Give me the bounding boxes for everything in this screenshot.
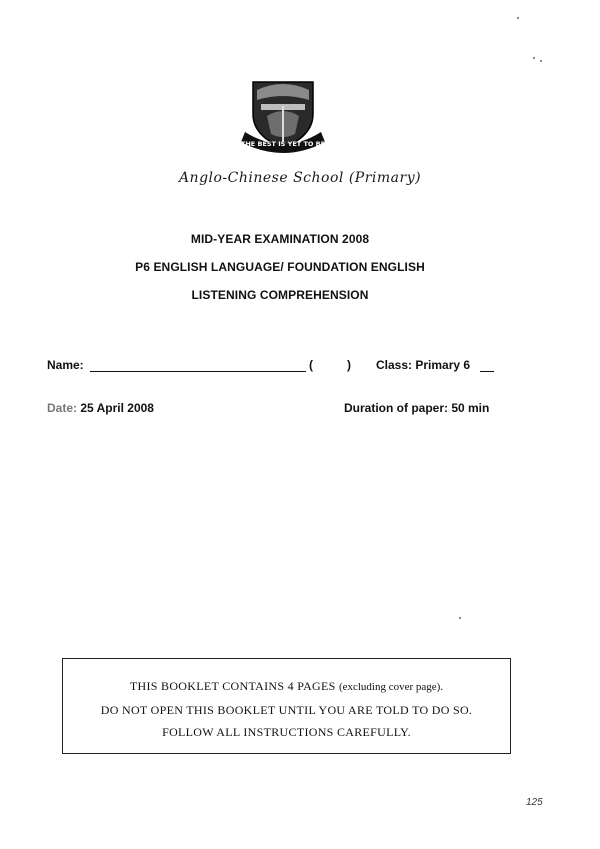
scan-speck [459,617,461,619]
crest-motto: THE BEST IS YET TO BE [240,140,326,148]
instructions-box [62,658,511,754]
date-row [47,401,154,415]
handwritten-page-mark: 125 [526,797,543,808]
class-label: Class: Primary 6 [376,358,471,372]
date-label: Date: [47,401,78,415]
notice-line-follow-instructions: FOLLOW ALL INSTRUCTIONS CAREFULLY. [162,725,411,739]
date-value: 25 April 2008 [80,401,154,415]
paper-title: LISTENING COMPREHENSION [191,288,369,302]
scan-speck [540,60,542,62]
name-input-line[interactable] [90,371,306,372]
class-input-line[interactable] [480,371,494,372]
notice-pages-text: THIS BOOKLET CONTAINS 4 PAGES [129,679,336,693]
notice-pages-note: (excluding cover page). [338,681,444,693]
scan-speck [533,57,535,59]
subject-title: P6 ENGLISH LANGUAGE/ FOUNDATION ENGLISH [135,260,425,274]
notice-line-do-not-open: DO NOT OPEN THIS BOOKLET UNTIL YOU ARE TOLD TO DO SO. [100,703,473,717]
scan-speck [517,17,519,19]
name-label: Name: [47,358,84,372]
exam-title: MID-YEAR EXAMINATION 2008 [190,232,370,246]
school-crest-logo [237,76,329,158]
register-number-open-paren: ( [309,358,313,372]
school-name: Anglo-Chinese School (Primary) [178,170,422,186]
duration-text: Duration of paper: 50 min [344,401,490,415]
register-number-close-paren: ) [347,358,351,372]
notice-line-pages [63,679,510,694]
